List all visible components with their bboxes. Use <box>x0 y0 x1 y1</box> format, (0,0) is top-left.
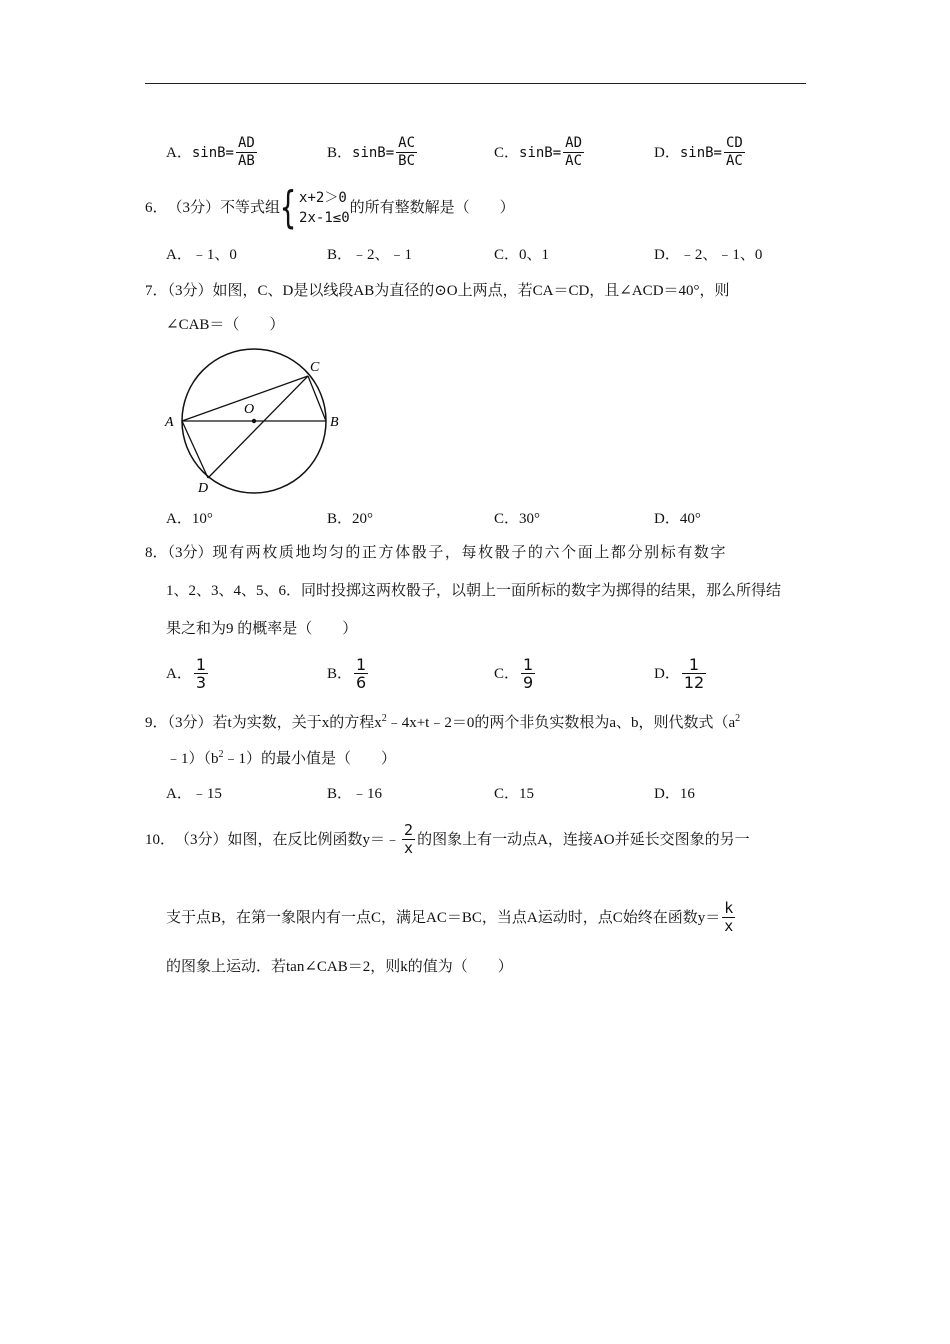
label-c: C <box>310 360 320 375</box>
center-point <box>252 419 256 423</box>
left-brace: { <box>279 182 297 233</box>
inequality-system: { x+2＞0 2x-1≤0 <box>279 182 350 233</box>
q8-stem: 8．（3分）现有两枚质地均匀的正方体骰子，每枚骰子的六个面上都分别标有数字 <box>145 545 728 561</box>
q9-stem-line2: $﹣1)(b^2﹣1)$的最小值是（ ） <box>166 749 397 767</box>
q7-circle-figure <box>160 342 350 502</box>
q7-option-a[interactable]: A． 10° <box>166 511 213 527</box>
q6-option-d[interactable]: D． ﹣2、﹣1、0 <box>654 247 763 263</box>
q8-option-b[interactable]: B． $\frac{1}{6}$ <box>327 655 367 692</box>
q8-option-d[interactable]: D． $\frac{1}{12}$ <box>654 655 705 692</box>
q8-stem-line3: 果之和为9 的概率是（ ） <box>166 621 358 637</box>
q8-stem-line2: 1、2、3、4、5、6．同时投掷这两枚骰子，以朝上一面所标的数字为掷得的结果，那么所得结 <box>166 583 782 599</box>
fraction: $\frac{AD}{AB}$ <box>238 135 255 169</box>
q9-option-d[interactable]: D． 16 <box>654 786 695 802</box>
fraction: $\frac{k}{x}$ <box>724 899 734 935</box>
label-b: B <box>330 415 339 430</box>
q10-stem-line3: 的图象上运动．若tan∠CAB＝2，则k的值为（ ） <box>166 959 513 975</box>
q10-stem-line2: 支于点B，在第一象限内有一点C，满足AC＝BC，当点A运动时，点C始终在函数y＝ $\frac{k}{x}$ <box>166 899 734 935</box>
fraction: $\frac{1}{3}$ <box>195 655 207 692</box>
q10-stem: 10． （3分） 如图，在反比例函数y＝﹣ $\frac{2}{x}$ 的图象上有一动点A，连接AO并延长交图象的另一 <box>145 821 750 857</box>
q5-option-b[interactable]: B． sinB= $\frac{AC}{BC}$ <box>327 135 416 169</box>
q5-option-a[interactable]: A． sinB= $\frac{AD}{AB}$ <box>166 135 255 169</box>
q8-option-c[interactable]: C． $\frac{1}{9}$ <box>494 655 534 692</box>
q5-option-c[interactable]: C． sinB= $\frac{AD}{AC}$ <box>494 135 583 169</box>
label-a: A <box>165 415 174 430</box>
q9-option-a[interactable]: A． ﹣15 <box>166 786 222 802</box>
q9-option-b[interactable]: B． ﹣16 <box>327 786 383 802</box>
header-rule <box>145 83 806 84</box>
fraction: $\frac{2}{x}$ <box>404 821 414 857</box>
segment-cb <box>308 376 326 421</box>
fraction: $\frac{1}{9}$ <box>523 655 534 692</box>
segment-ad <box>182 421 208 478</box>
q8-option-a[interactable]: A． $\frac{1}{3}$ <box>166 655 207 692</box>
fraction: $\frac{1}{12}$ <box>683 655 705 692</box>
q5-option-d[interactable]: D． sinB= $\frac{CD}{AC}$ <box>654 135 743 169</box>
segment-cd <box>208 376 308 478</box>
label-o: O <box>244 402 255 417</box>
fraction: $\frac{CD}{AC}$ <box>726 135 743 169</box>
q9-stem: 9．（3分）若t为实数，关于x的方程$x^2﹣4x+t﹣2=0$的两个非负实数根为a、b，则代数式（$a^2$ <box>145 713 741 731</box>
q6-option-b[interactable]: B． ﹣2、﹣1 <box>327 247 413 263</box>
q7-option-c[interactable]: C． 30° <box>494 511 541 527</box>
label-d: D <box>198 481 209 496</box>
q6-option-c[interactable]: C． 0、1 <box>494 247 550 263</box>
fraction: $\frac{1}{6}$ <box>356 655 367 692</box>
q6-option-a[interactable]: A． ﹣1、0 <box>166 247 237 263</box>
q6-stem: 6． （3分） 不等式组 { x+2＞0 2x-1≤0 的所有整数解是（ ） <box>145 182 515 233</box>
q9-option-c[interactable]: C． 15 <box>494 786 535 802</box>
q7-stem: 7．（3分）如图，C、D是以线段AB为直径的⊙O上两点，若CA＝CD，且∠ACD＝40°，则 <box>145 283 730 299</box>
q7-stem-line2: ∠CAB＝（ ） <box>166 317 285 333</box>
q7-option-d[interactable]: D． 40° <box>654 511 701 527</box>
fraction: $\frac{AC}{BC}$ <box>398 135 416 169</box>
fraction: $\frac{AD}{AC}$ <box>565 135 583 169</box>
q7-option-b[interactable]: B． 20° <box>327 511 374 527</box>
